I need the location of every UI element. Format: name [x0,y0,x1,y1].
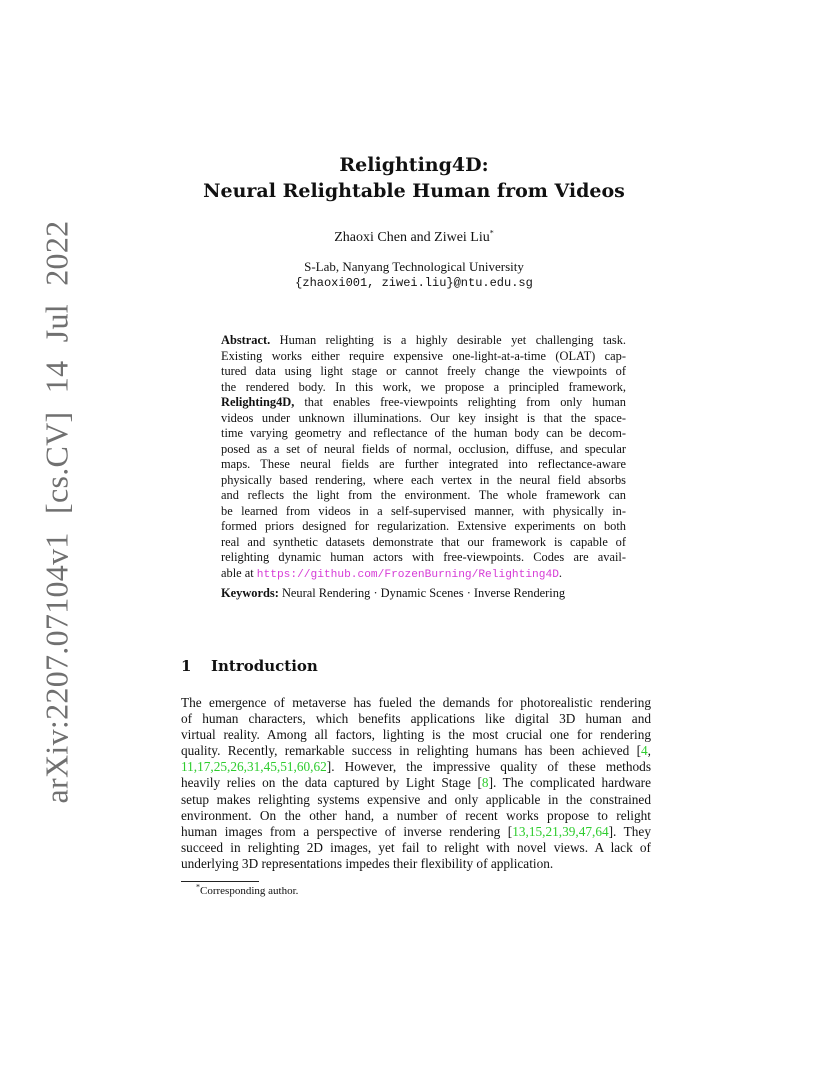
author-footnote-mark: * [489,228,494,238]
intro-line: quality. Recently, remarkable success in relighting humans has been achieved [4, [181,743,651,759]
title-line-1: Relighting4D: [339,154,489,176]
authors-text: Zhaoxi Chen and Ziwei Liu [334,230,490,245]
footnote-mark: * [196,882,200,892]
abstract-line: relighting dynamic human actors with free-viewpoints. Codes are avail- [221,550,626,564]
abstract [221,333,626,583]
method-name: Relighting4D, [221,395,295,409]
paper-title [0,152,828,204]
intro-line: succeed in relighting 2D images, yet fail to relight with novel views. A lack of [181,839,651,855]
abstract-line: posed as a set of neural fields of normal, occlusion, diffuse, and specular [221,441,626,456]
abstract-line: tured data using light stage or cannot freely change the viewpoints of [221,364,626,378]
affiliation-block [0,259,828,291]
intro-line: virtual reality. Among all factors, lighting is the most crucial one for rendering [181,727,651,743]
abstract-line: able at https://github.com/FrozenBurning/Relighting4D. [221,565,563,581]
abstract-line: real and synthetic datasets demonstrate that our framework is capable of [221,534,626,549]
keywords-label: Keywords: [221,586,279,600]
intro-line: setup makes relighting systems expensive and only applicable in the constrained [181,791,651,807]
citation-link[interactable]: 11,17,25,26,31,45,51,60,62 [181,759,327,775]
intro-line: of human characters, which benefits applications like digital 3D human and [181,711,651,727]
citation-link[interactable]: 4 [641,743,648,759]
section-heading [181,657,318,675]
intro-line: underlying 3D representations impedes their flexibility of application. [181,855,554,871]
intro-line: The emergence of metaverse has fueled the demands for photorealistic rendering [181,695,651,710]
affiliation: S-Lab, Nanyang Technological University [304,259,524,274]
section-number: 1 [181,657,192,675]
intro-line: heavily relies on the data captured by Light Stage [8]. The complicated hardware [181,775,651,791]
abstract-line: Relighting4D, that enables free-viewpoints relighting from only human [221,395,626,409]
intro-line: 11,17,25,26,31,45,51,60,62]. However, the impressive quality of these methods [181,759,651,775]
abstract-line: and reflects the light from the environment. The whole framework can [221,488,626,502]
keywords-items: Neural Rendering · Dynamic Scenes · Inverse Rendering [281,586,566,600]
abstract-line: physically based rendering, where each vertex in the neural field absorbs [221,472,626,487]
footnote [196,882,299,897]
citation-link[interactable]: 13,15,21,39,47,64 [512,823,609,839]
abstract-line: time varying geometry and reflectance of the human body can be decom- [221,426,626,440]
keywords [221,586,626,601]
footnote-divider [181,881,259,882]
author-list [0,230,828,246]
introduction-paragraph [181,695,651,872]
arxiv-identifier: arXiv:2207.07104v1 [cs.CV] 14 Jul 2022 [38,220,75,804]
intro-line: environment. On the other hand, a number of recent works propose to relight [181,807,651,823]
section-title: Introduction [211,657,318,675]
abstract-line: maps. These neural fields are further integrated into reflectance-aware [221,457,626,471]
abstract-line: Existing works either require expensive one-light-at-a-time (OLAT) cap- [221,348,626,363]
code-link[interactable]: https://github.com/FrozenBurning/Relighting4D [256,568,559,581]
abstract-line: formed priors designed for regularization. Extensive experiments on both [221,519,626,533]
abstract-line: the rendered body. In this work, we propose a principled framework, [221,379,626,394]
citation-link[interactable]: 8 [481,775,489,791]
abstract-label: Abstract. [221,333,271,347]
footnote-text: Corresponding author. [200,885,299,897]
abstract-line: be learned from videos in a self-supervised manner, with physically in- [221,503,626,518]
abstract-line: videos under unknown illuminations. Our key insight is that the space- [221,410,626,425]
email[interactable]: {zhaoxi001, ziwei.liu}@ntu.edu.sg [295,276,533,290]
title-line-2: Neural Relightable Human from Videos [203,180,625,202]
intro-line: human images from a perspective of inverse rendering [13,15,21,39,47,64]. They [181,823,651,839]
abstract-line: Abstract. Human relighting is a highly desirable yet challenging task. [221,333,626,347]
